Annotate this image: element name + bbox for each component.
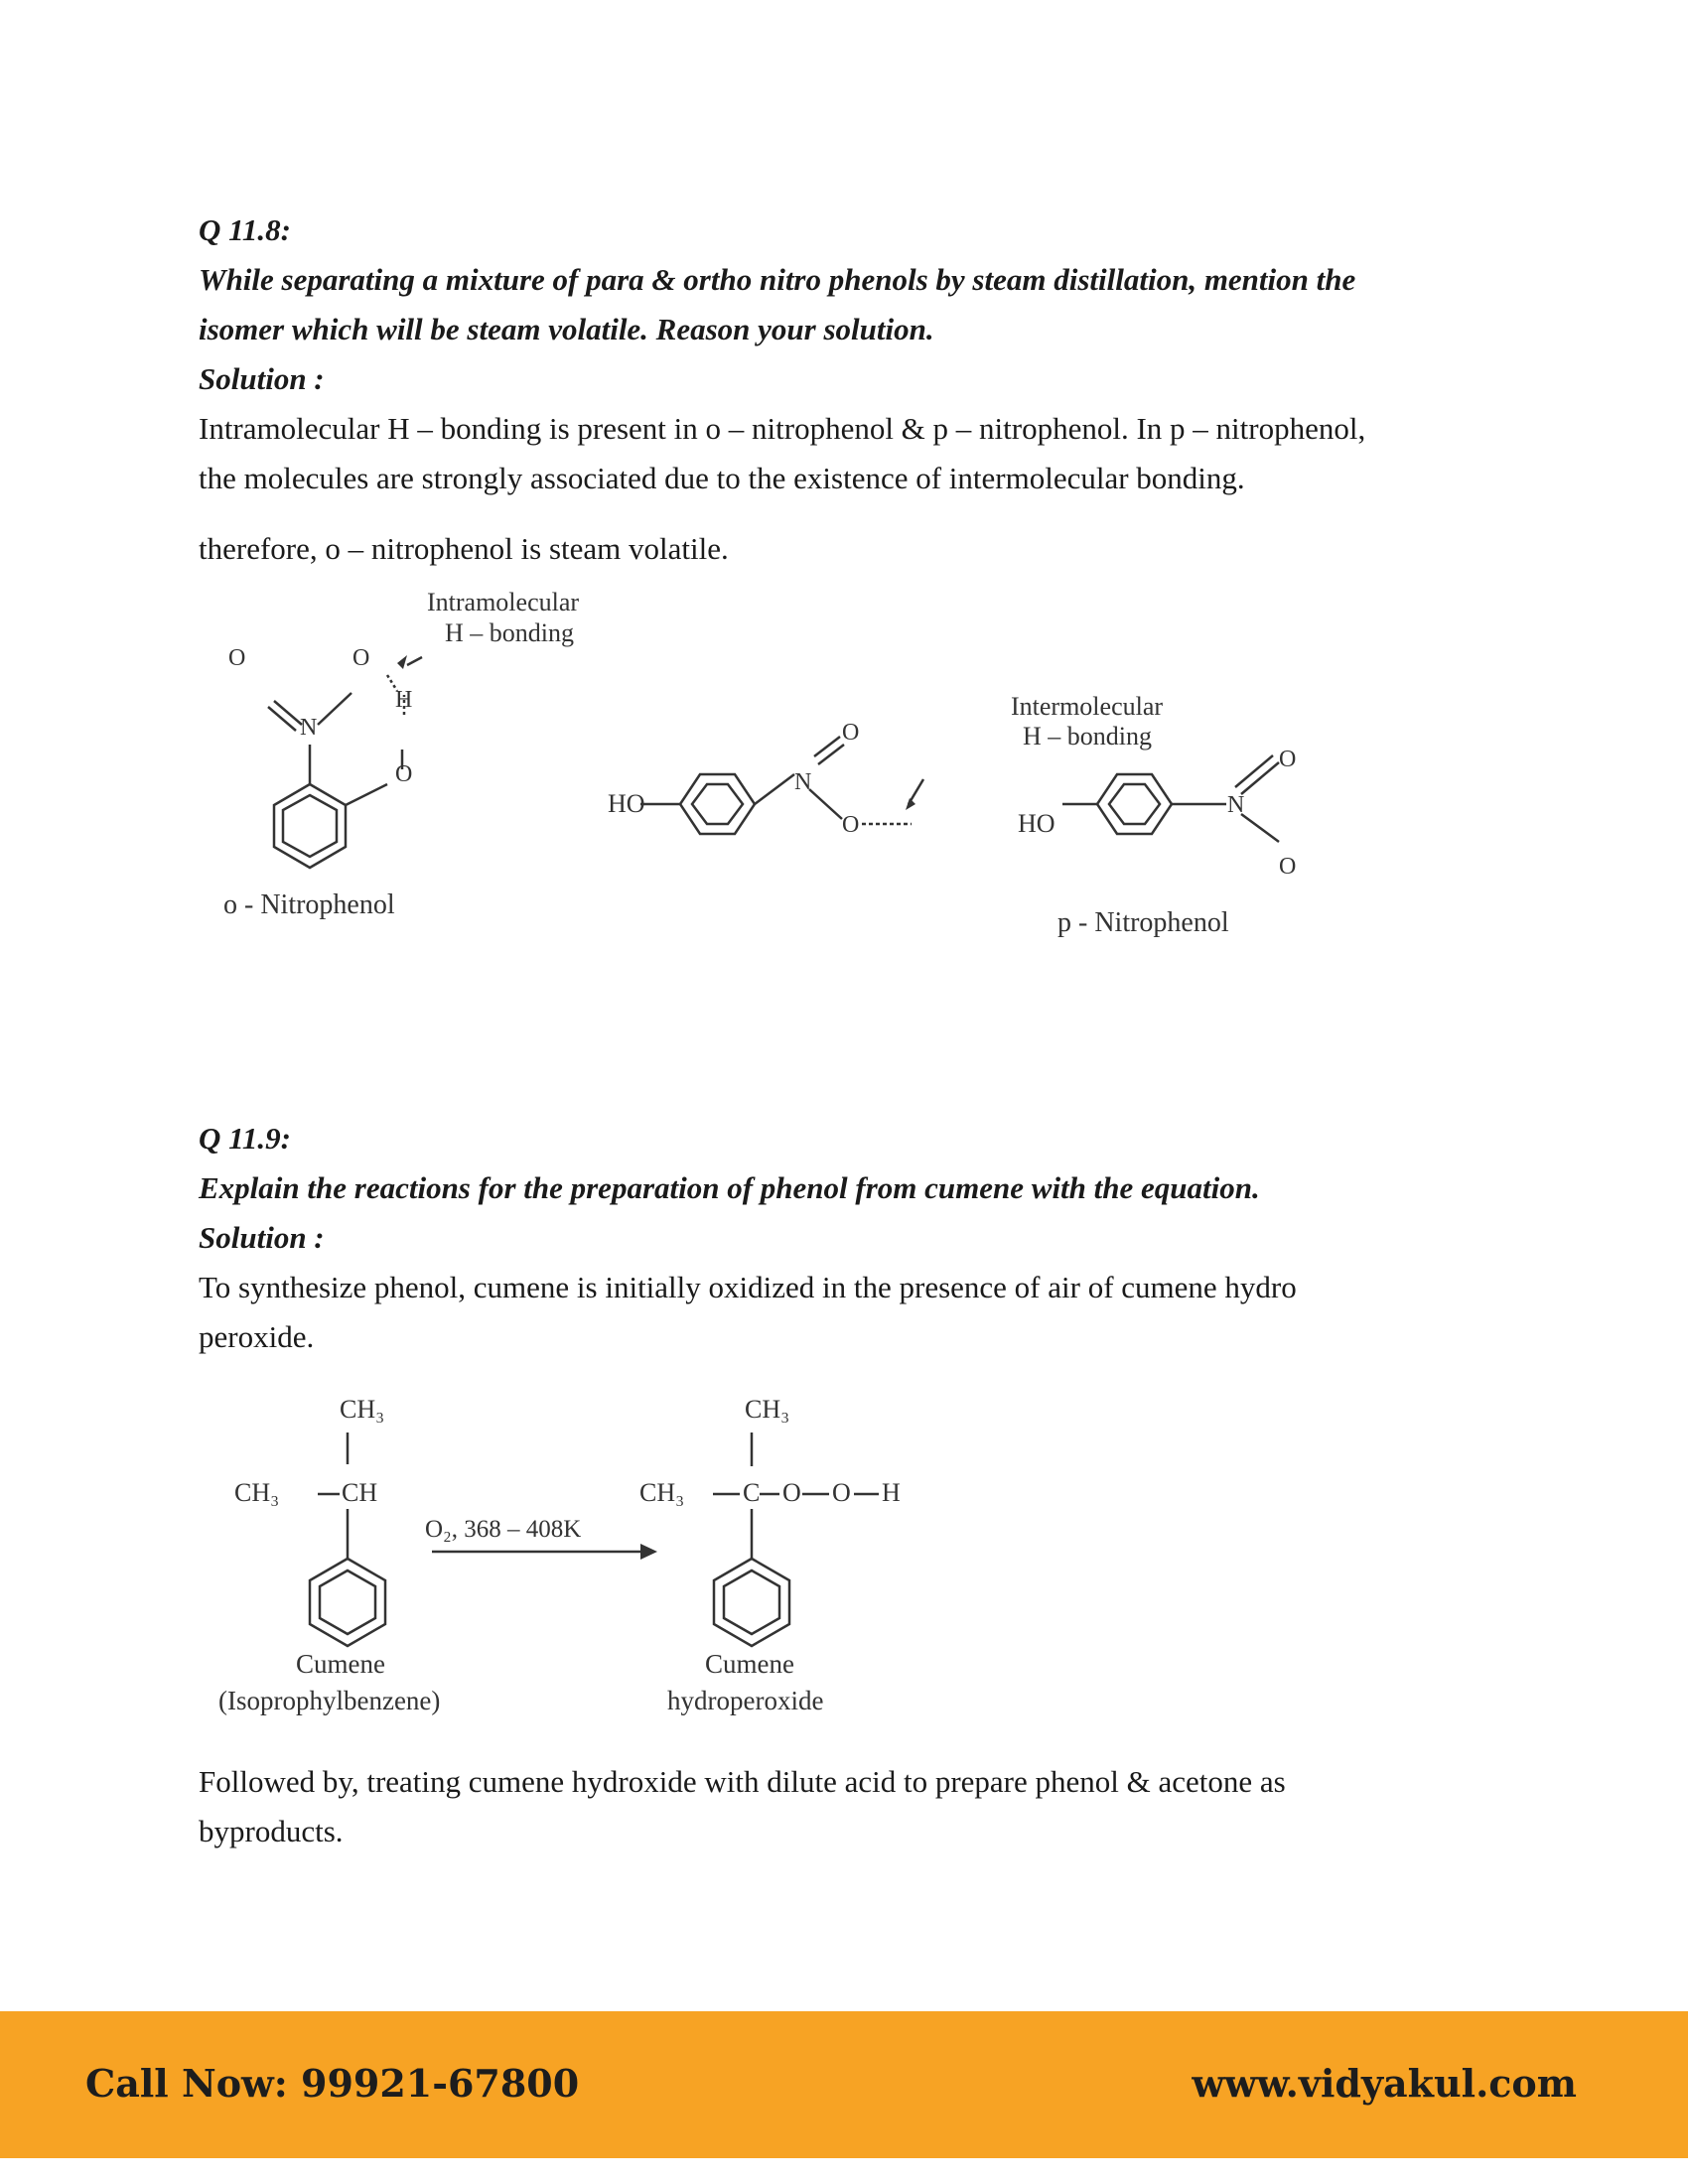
reaction-arrow-head	[640, 1544, 657, 1560]
p-nitro-atom-o2: O	[842, 812, 860, 838]
q118-number: Q 11.8:	[199, 212, 291, 247]
cumene-label-1: Cumene	[296, 1649, 385, 1679]
hydroperoxide-ch3-top: CH₃	[745, 1395, 790, 1424]
cumene-label-2: (Isoprophylbenzene)	[218, 1686, 441, 1715]
p-nitro-group-ho-1: HO	[608, 789, 645, 818]
o-nitro-atom-o2: O	[352, 645, 370, 671]
nitrophenol-structures-figure	[199, 586, 1350, 963]
o-nitrophenol-label: o - Nitrophenol	[223, 889, 395, 920]
intra-label-2: H – bonding	[445, 618, 574, 647]
o-nitro-atom-o3: O	[395, 761, 413, 787]
q118-solution-label: Solution :	[199, 361, 325, 396]
q119-followup-line2: byproducts.	[199, 1814, 344, 1848]
q119-number: Q 11.9:	[199, 1121, 291, 1156]
o-nitro-atom-o1: O	[228, 645, 246, 671]
q118-solution-line1: Intramolecular H – bonding is present in o – nitrophenol & p – nitrophenol. In p – nitrophenol,	[199, 411, 1366, 446]
hydroperoxide-label-1: Cumene	[705, 1649, 794, 1679]
p-nitro-atom-o1: O	[842, 720, 860, 746]
hydroperoxide-o1: O	[782, 1478, 801, 1507]
cumene-ch3-top: CH₃	[340, 1395, 385, 1424]
call-now-text[interactable]: Call Now: 99921-67800	[85, 2061, 580, 2106]
inter-label-2: H – bonding	[1023, 722, 1152, 751]
website-link[interactable]: www.vidyakul.com	[1192, 2061, 1577, 2106]
q119-solution-line2: peroxide.	[199, 1319, 315, 1354]
q118-solution-line2: the molecules are strongly associated due to the existence of intermolecular bonding.	[199, 461, 1245, 495]
o-nitro-atom-n: N	[300, 715, 318, 741]
footer-bar	[0, 2011, 1688, 2158]
hydroperoxide-c: C	[743, 1478, 761, 1507]
q119-followup-line1: Followed by, treating cumene hydroxide with dilute acid to prepare phenol & acetone as	[199, 1764, 1286, 1799]
hydroperoxide-o2: O	[832, 1478, 851, 1507]
q118-conclusion: therefore, o – nitrophenol is steam volatile.	[199, 531, 729, 566]
p-nitro-atom-n1: N	[794, 769, 812, 795]
o-nitrophenol-ring	[274, 784, 346, 868]
reaction-condition: O₂, 368 – 408K	[425, 1516, 582, 1543]
intra-label-1: Intramolecular	[427, 588, 580, 616]
hydroperoxide-h: H	[882, 1478, 901, 1507]
cumene-ch3-left: CH₃	[234, 1478, 280, 1507]
cumene-ch: CH	[342, 1478, 378, 1507]
o-nitro-atom-h: H	[395, 687, 413, 713]
q119-solution-line1: To synthesize phenol, cumene is initially oxidized in the presence of air of cumene hydro	[199, 1270, 1297, 1304]
q119-solution-label: Solution :	[199, 1220, 325, 1255]
hydroperoxide-label-2: hydroperoxide	[667, 1686, 824, 1715]
p-nitro-atom-n2: N	[1227, 792, 1245, 818]
p-nitro-atom-o4: O	[1279, 854, 1297, 880]
q118-question-line1: While separating a mixture of para & ortho nitro phenols by steam distillation, mention the	[199, 262, 1356, 297]
hydroperoxide-ch3-left: CH₃	[639, 1478, 685, 1507]
p-nitrophenol-label: p - Nitrophenol	[1057, 907, 1229, 938]
q119-question: Explain the reactions for the preparation of phenol from cumene with the equation.	[199, 1170, 1260, 1205]
q118-question-line2: isomer which will be steam volatile. Reason your solution.	[199, 312, 934, 346]
p-nitro-atom-o3: O	[1279, 747, 1297, 772]
inter-label-1: Intermolecular	[1011, 692, 1164, 721]
p-nitro-group-ho-2: HO	[1018, 809, 1055, 838]
cumene-reaction-figure	[199, 1385, 1092, 1732]
